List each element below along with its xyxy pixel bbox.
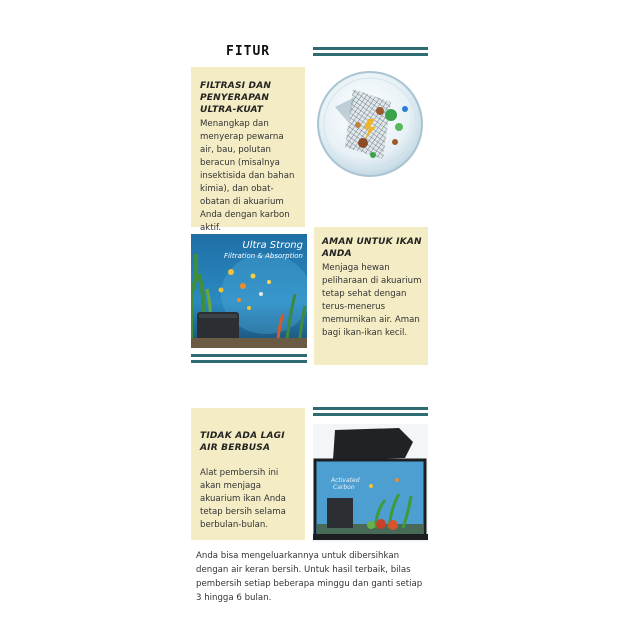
- feature-heading: FILTRASI DAN PENYERAPAN ULTRA-KUAT: [200, 81, 272, 115]
- feature-body: Menangkap dan menyerap pewarna air, bau, polutan beracun (misalnya insektisida dan bahan kimia), dan obat-obatan di akuarium Anda dengan karbon aktif.: [200, 119, 295, 233]
- photo-caption-filtration: Filtration & Absorption: [223, 252, 303, 260]
- feature-body: Menjaga hewan peliharaan di akuarium tetap sehat dengan terus-menerus memurnikan air. Aman bagi ikan-ikan kecil.: [322, 263, 422, 338]
- photo-caption-ultra-strong: Ultra Strong: [242, 240, 303, 251]
- feature-card-no-foam: [191, 408, 305, 540]
- filtration-sphere-image: [313, 67, 428, 182]
- photo-caption-carbon: Carbon: [333, 484, 355, 491]
- fish-tank-image: [313, 424, 428, 542]
- underwater-aquarium-image: [191, 234, 307, 348]
- divider-lines-middle: [191, 354, 307, 366]
- divider-lines-lower: [313, 407, 428, 419]
- page-title: FITUR: [226, 44, 271, 59]
- feature-heading: AMAN UNTUK IKAN ANDA: [322, 237, 422, 259]
- feature-body: Alat pembersih ini akan menjaga akuarium ikan Anda tetap bersih selama berbulan-bulan.: [200, 468, 286, 530]
- feature-card-safe: [314, 227, 428, 365]
- divider-lines-top: [313, 47, 428, 59]
- feature-card-filtration: [191, 67, 305, 233]
- cleaning-instructions: Anda bisa mengeluarkannya untuk dibersihkan dengan air keran bersih. Untuk hasil terbaik, bilas pembersih setiap beberapa minggu dan ganti setiap 3 hingga 6 bulan.: [196, 551, 423, 603]
- feature-heading: TIDAK ADA LAGI AIR BERBUSA: [200, 431, 285, 453]
- photo-caption-activated: Activated: [331, 477, 360, 484]
